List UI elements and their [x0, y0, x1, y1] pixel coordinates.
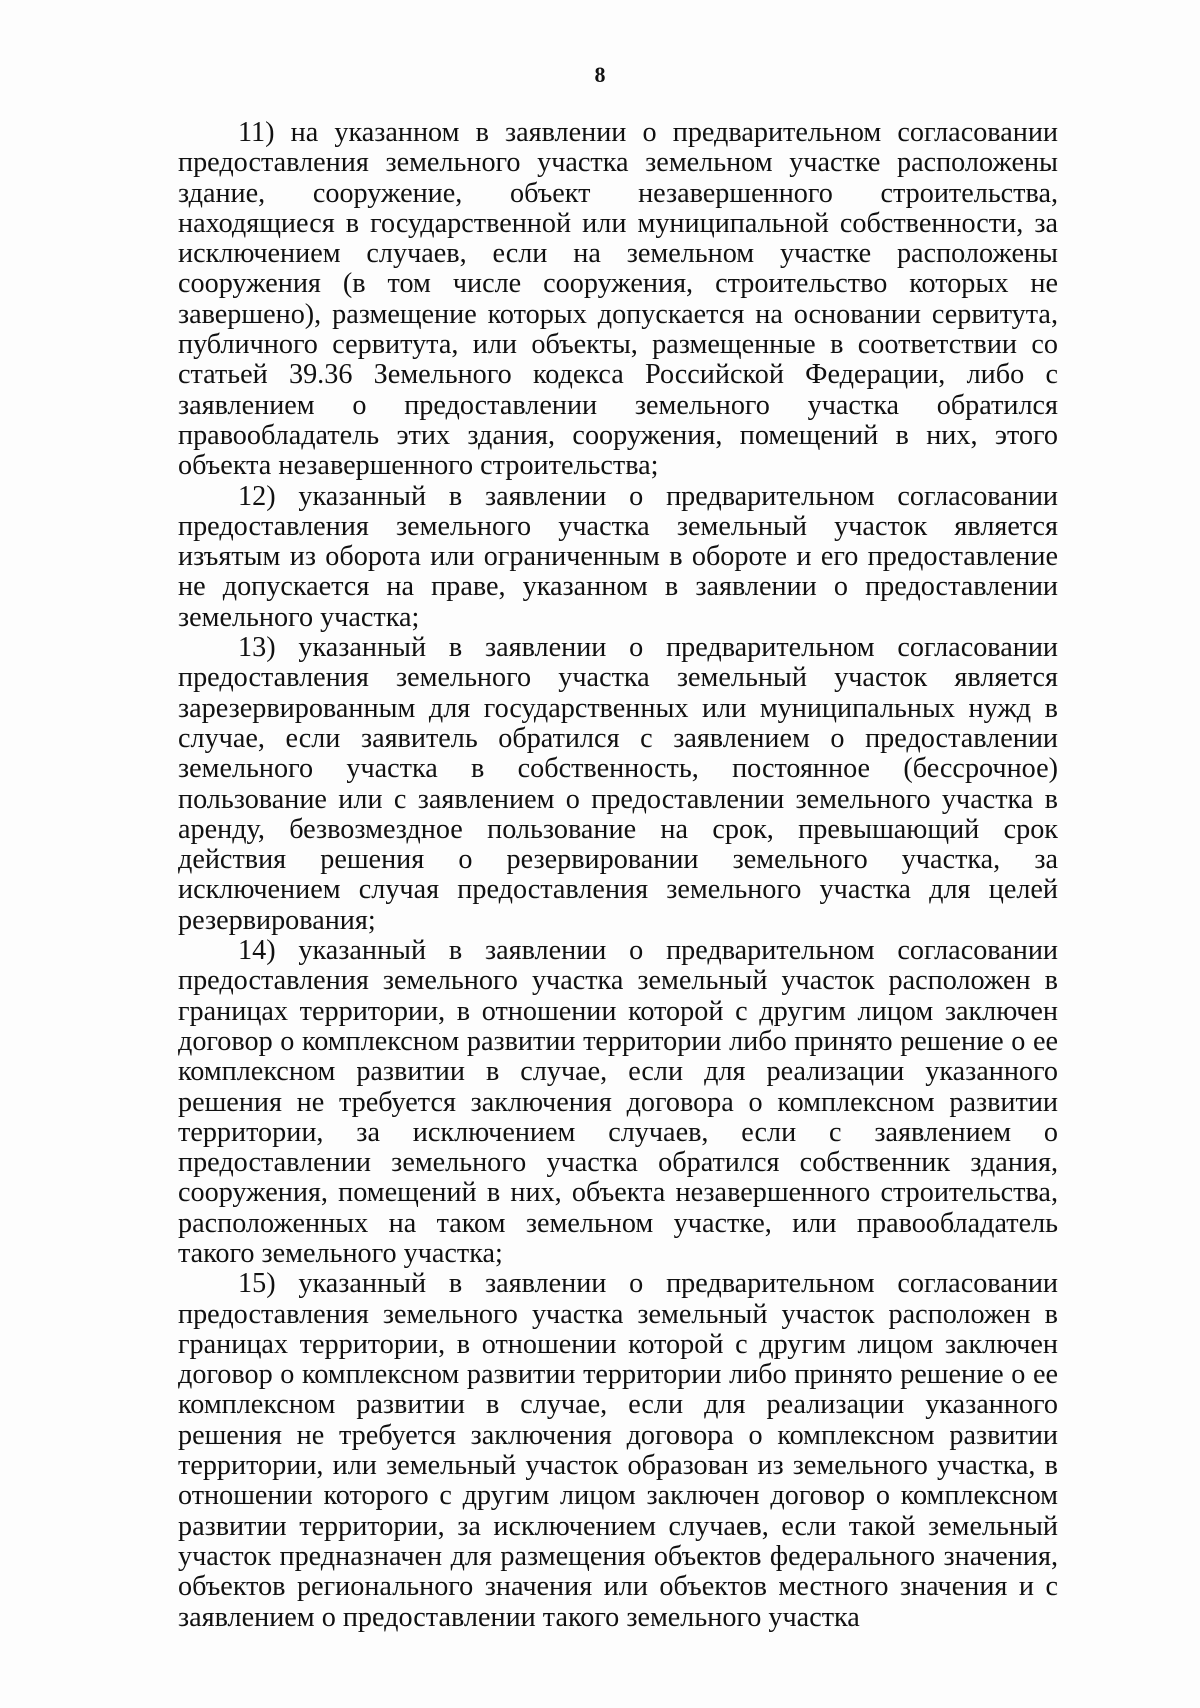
paragraph-item-11: 11) на указанном в заявлении о предварительном согласовании предоставления земельного участка земельном участке расположены здание, сооружение, объект незавершенного строительства, находящиеся в государственной или муниципальной собственности, за исключением случаев, если на земельном участке расположены сооружения (в том числе сооружения, строительство которых не завершено), размещение которых допускается на основании сервитута, публичного сервитута, или объекты, размещенные в соответствии со статьей 39.36 Земельного кодекса Российской Федерации, либо с заявлением о предоставлении земельного участка обратился правообладатель этих здания, сооружения, помещений в них, этого объекта незавершенного строительства; [178, 117, 1058, 482]
paragraph-item-15: 15) указанный в заявлении о предварительном согласовании предоставления земельного участка земельный участок расположен в границах территории, в отношении которой с другим лицом заключен договор о комплексном развитии территории либо принято решение о ее комплексном развитии в случае, если для реализации указанного решения не требуется заключения договора о комплексном развитии территории, или земельный участок образован из земельного участка, в отношении которого с другим лицом заключен договор о комплексном развитии территории, за исключением случаев, если такой земельный участок предназначен для размещения объектов федерального значения, объектов регионального значения или объектов местного значения и с заявлением о предоставлении такого земельного участка [178, 1268, 1058, 1633]
page-number: 8 [594, 62, 606, 87]
paragraph-item-13: 13) указанный в заявлении о предварительном согласовании предоставления земельного участка земельный участок является зарезервированным для государственных или муниципальных нужд в случае, если заявитель обратился с заявлением о предоставлении земельного участка в собственность, постоянное (бессрочное) пользование или с заявлением о предоставлении земельного участка в аренду, безвозмездное пользование на срок, превышающий срок действия решения о резервировании земельного участка, за исключением случая предоставления земельного участка для целей резервирования; [178, 632, 1058, 936]
paragraph-item-12: 12) указанный в заявлении о предварительном согласовании предоставления земельного участка земельный участок является изъятым из оборота или ограниченным в обороте и его предоставление не допускается на праве, указанном в заявлении о предоставлении земельного участка; [178, 480, 1058, 633]
document-body [178, 118, 1058, 1633]
paragraph-item-14: 14) указанный в заявлении о предварительном согласовании предоставления земельного участка земельный участок расположен в границах территории, в отношении которой с другим лицом заключен договор о комплексном развитии территории либо принято решение о ее комплексном развитии в случае, если для реализации указанного решения не требуется заключения договора о комплексном развитии территории, за исключением случаев, если с заявлением о предоставлении земельного участка обратился собственник здания, сооружения, помещений в них, объекта незавершенного строительства, расположенных на таком земельном участке, или правообладатель такого земельного участка; [178, 935, 1058, 1269]
